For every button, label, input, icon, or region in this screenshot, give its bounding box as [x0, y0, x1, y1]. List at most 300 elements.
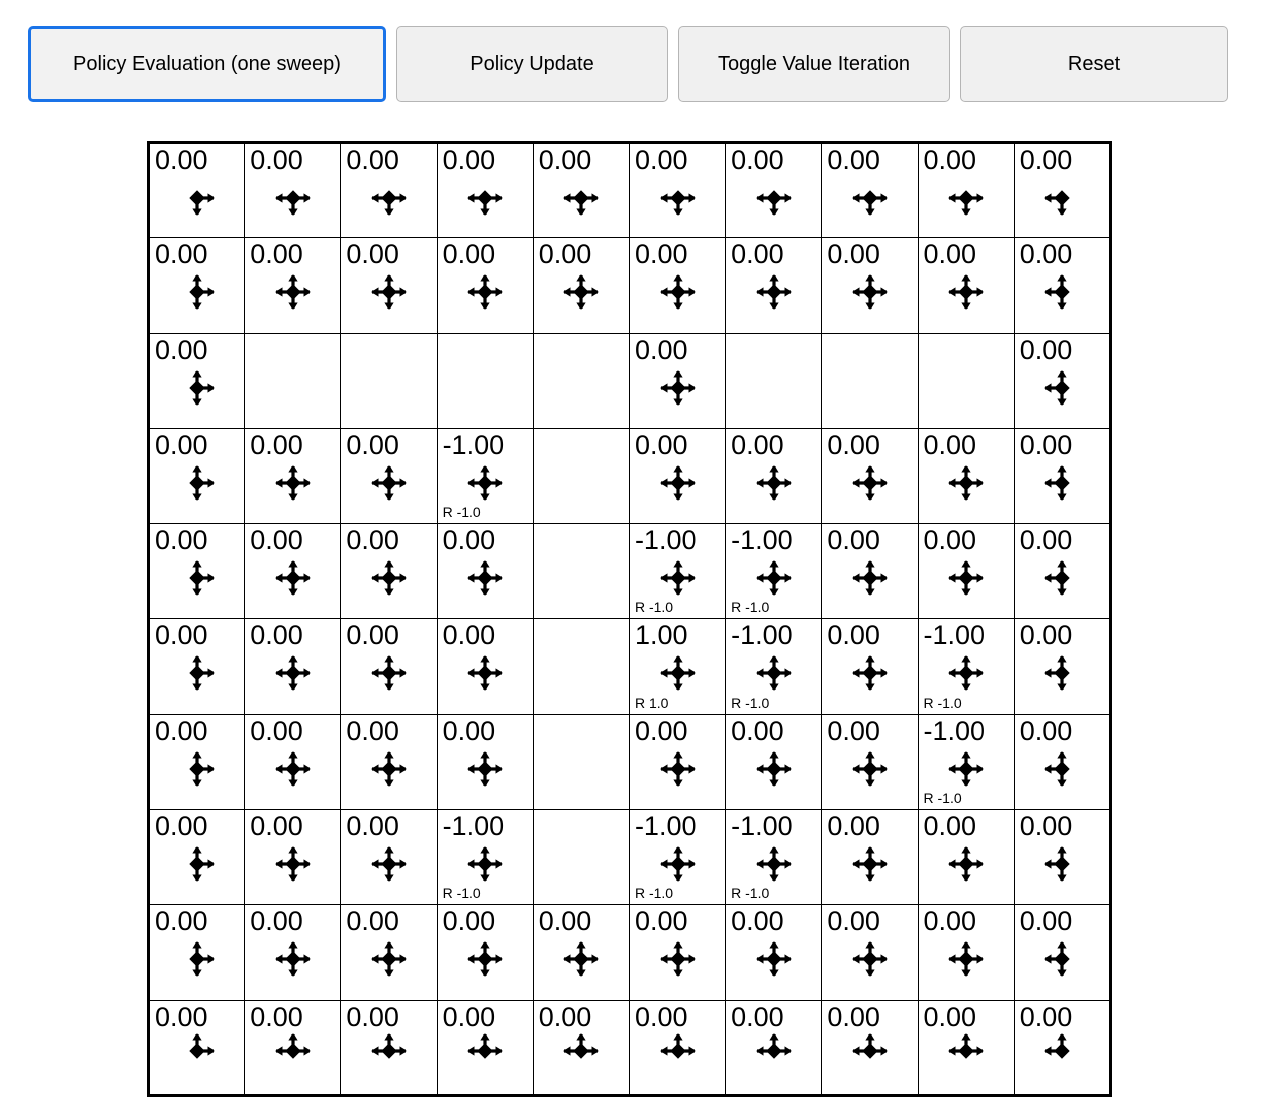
policy-arrows-icon	[1015, 554, 1109, 602]
grid-cell[interactable]	[1014, 333, 1110, 428]
grid-cell[interactable]	[149, 524, 245, 619]
policy-arrows-icon	[245, 459, 340, 507]
cell-value: 0.00	[731, 715, 784, 746]
policy-arrows-icon	[822, 649, 917, 697]
policy-arrows-icon	[1015, 840, 1109, 888]
policy-arrows-icon	[630, 174, 725, 222]
grid-cell[interactable]	[918, 143, 1014, 238]
grid-cell[interactable]	[341, 238, 437, 333]
grid-cell[interactable]	[629, 714, 725, 809]
policy-arrows-icon	[341, 1027, 436, 1075]
grid-cell[interactable]	[1014, 238, 1110, 333]
grid-cell[interactable]	[822, 810, 918, 905]
policy-arrows-icon	[438, 174, 533, 222]
cell-value: 0.00	[827, 811, 880, 842]
cell-value: 0.00	[538, 239, 592, 270]
cell-value: 1.00	[634, 620, 688, 651]
grid-cell[interactable]	[629, 619, 725, 714]
grid-cell[interactable]	[149, 905, 245, 1000]
policy-arrows-icon	[630, 268, 725, 316]
cell-value: 0.00	[634, 906, 688, 937]
cell-value: 0.00	[250, 1001, 303, 1032]
policy-arrows-icon	[341, 840, 436, 888]
cell-value: 0.00	[827, 715, 880, 746]
grid-cell[interactable]	[629, 143, 725, 238]
policy-arrows-icon	[630, 1027, 725, 1075]
policy-arrows-icon	[630, 459, 725, 507]
cell-reward-label: R -1.0	[634, 599, 674, 616]
policy-arrows-icon	[150, 174, 244, 222]
cell-value: 0.00	[538, 145, 592, 175]
policy-arrows-icon	[726, 268, 821, 316]
grid-cell[interactable]	[533, 905, 629, 1000]
cell-value: 0.00	[155, 145, 208, 175]
cell-value: 0.00	[827, 620, 880, 651]
grid-cell[interactable]	[918, 524, 1014, 619]
grid-cell-wall[interactable]	[533, 619, 629, 714]
cell-value: 0.00	[1019, 620, 1073, 651]
cell-value: 0.00	[731, 1001, 784, 1032]
cell-value: 0.00	[538, 906, 592, 937]
grid-cell[interactable]	[918, 810, 1014, 905]
grid-cell[interactable]	[726, 238, 822, 333]
cell-value: 0.00	[155, 906, 208, 937]
cell-value: 0.00	[250, 715, 303, 746]
grid-cell[interactable]	[629, 428, 725, 523]
policy-arrows-icon	[1015, 935, 1109, 983]
cell-value: 0.00	[442, 906, 496, 937]
policy-arrows-icon	[919, 268, 1014, 316]
cell-value: -1.00	[442, 811, 505, 842]
cell-value: -1.00	[634, 811, 697, 842]
grid-cell[interactable]	[341, 619, 437, 714]
grid-cell[interactable]	[245, 810, 341, 905]
grid-cell-wall[interactable]	[341, 333, 437, 428]
cell-value: 0.00	[155, 1001, 208, 1032]
grid-cell[interactable]	[245, 428, 341, 523]
grid-cell[interactable]	[629, 1000, 725, 1095]
policy-arrows-icon	[1015, 745, 1109, 793]
grid-cell[interactable]	[533, 1000, 629, 1095]
grid-cell-wall[interactable]	[726, 333, 822, 428]
cell-reward-label: R 1.0	[634, 694, 669, 711]
grid-cell[interactable]	[822, 143, 918, 238]
cell-value: 0.00	[1019, 525, 1073, 556]
policy-arrows-icon	[534, 174, 629, 222]
policy-arrows-icon	[438, 840, 533, 888]
grid-cell-wall[interactable]	[437, 333, 533, 428]
grid-cell-wall[interactable]	[533, 810, 629, 905]
grid-cell[interactable]	[437, 905, 533, 1000]
policy-arrows-icon	[630, 364, 725, 412]
policy-arrows-icon	[919, 459, 1014, 507]
cell-reward-label: R -1.0	[442, 504, 481, 521]
grid-cell[interactable]	[245, 143, 341, 238]
grid-row	[149, 143, 1111, 238]
policy-arrows-icon	[245, 554, 340, 602]
grid-cell[interactable]	[437, 714, 533, 809]
policy-arrows-icon	[1015, 268, 1109, 316]
policy-arrows-icon	[245, 649, 340, 697]
grid-cell[interactable]	[437, 238, 533, 333]
cell-value: 0.00	[250, 906, 303, 937]
cell-value: 0.00	[827, 1001, 880, 1032]
policy-arrows-icon	[150, 459, 244, 507]
cell-value: 0.00	[346, 429, 399, 460]
policy-arrows-icon	[438, 1027, 533, 1075]
grid-cell[interactable]	[629, 333, 725, 428]
cell-value: 0.00	[250, 239, 303, 270]
policy-arrows-icon	[341, 459, 436, 507]
grid-cell[interactable]	[437, 619, 533, 714]
cell-value: 0.00	[155, 239, 208, 270]
grid-cell[interactable]	[245, 238, 341, 333]
policy-arrows-icon	[245, 745, 340, 793]
grid-cell[interactable]	[1014, 714, 1110, 809]
cell-value: 0.00	[923, 145, 977, 175]
cell-value: 0.00	[634, 1001, 688, 1032]
grid-cell[interactable]	[437, 428, 533, 523]
grid-cell-wall[interactable]	[822, 333, 918, 428]
grid-row	[149, 333, 1111, 428]
grid-cell[interactable]	[629, 238, 725, 333]
cell-value: -1.00	[731, 525, 793, 556]
cell-reward-label: R -1.0	[923, 694, 962, 711]
grid-cell[interactable]	[726, 1000, 822, 1095]
policy-arrows-icon	[245, 1027, 340, 1075]
cell-value: 0.00	[442, 1001, 496, 1032]
cell-value: 0.00	[923, 239, 977, 270]
cell-value: 0.00	[155, 715, 208, 746]
cell-value: 0.00	[923, 525, 977, 556]
grid-cell[interactable]	[341, 428, 437, 523]
cell-value: 0.00	[442, 239, 496, 270]
policy-arrows-icon	[822, 268, 917, 316]
grid-cell[interactable]	[245, 905, 341, 1000]
policy-arrows-icon	[438, 268, 533, 316]
cell-value: 0.00	[1019, 334, 1073, 365]
policy-arrows-icon	[919, 745, 1014, 793]
grid-cell[interactable]	[245, 619, 341, 714]
cell-value: 0.00	[442, 715, 496, 746]
policy-update-button[interactable]: Policy Update	[396, 26, 668, 102]
policy-arrows-icon	[822, 554, 917, 602]
policy-arrows-icon	[245, 174, 340, 222]
cell-value: 0.00	[346, 525, 399, 556]
cell-value: 0.00	[346, 811, 399, 842]
policy-arrows-icon	[341, 649, 436, 697]
cell-value: 0.00	[827, 525, 880, 556]
grid-cell-wall[interactable]	[533, 333, 629, 428]
cell-value: 0.00	[250, 620, 303, 651]
policy-arrows-icon	[726, 459, 821, 507]
cell-reward-label: R -1.0	[442, 885, 481, 902]
grid-cell[interactable]	[149, 810, 245, 905]
policy-arrows-icon	[150, 935, 244, 983]
policy-arrows-icon	[438, 459, 533, 507]
grid-cell[interactable]	[149, 428, 245, 523]
grid-cell[interactable]	[822, 428, 918, 523]
policy-arrows-icon	[438, 745, 533, 793]
policy-arrows-icon	[726, 554, 821, 602]
policy-arrows-icon	[630, 935, 725, 983]
cell-value: 0.00	[1019, 811, 1073, 842]
cell-value: 0.00	[442, 145, 496, 175]
policy-arrows-icon	[150, 649, 244, 697]
policy-arrows-icon	[630, 554, 725, 602]
cell-value: 0.00	[923, 1001, 977, 1032]
grid-cell[interactable]	[629, 524, 725, 619]
cell-value: -1.00	[442, 429, 505, 460]
grid-row	[149, 714, 1111, 809]
cell-value: 0.00	[346, 145, 399, 175]
policy-arrows-icon	[1015, 174, 1109, 222]
cell-value: 0.00	[155, 334, 208, 365]
grid-row	[149, 428, 1111, 523]
grid-cell[interactable]	[918, 619, 1014, 714]
grid-cell-wall[interactable]	[533, 714, 629, 809]
policy-arrows-icon	[341, 745, 436, 793]
policy-arrows-icon	[919, 554, 1014, 602]
grid-cell-wall[interactable]	[533, 428, 629, 523]
grid-cell[interactable]	[918, 238, 1014, 333]
policy-arrows-icon	[150, 364, 244, 412]
grid-cell[interactable]	[149, 714, 245, 809]
grid-row	[149, 238, 1111, 333]
policy-arrows-icon	[1015, 649, 1109, 697]
grid-cell[interactable]	[341, 714, 437, 809]
cell-value: 0.00	[923, 906, 977, 937]
cell-value: 0.00	[1019, 1001, 1073, 1032]
grid-cell[interactable]	[533, 143, 629, 238]
grid-cell[interactable]	[341, 810, 437, 905]
grid-cell[interactable]	[629, 810, 725, 905]
cell-value: 0.00	[634, 145, 688, 175]
policy-arrows-icon	[534, 1027, 629, 1075]
grid-cell[interactable]	[149, 238, 245, 333]
policy-arrows-icon	[341, 554, 436, 602]
cell-value: 0.00	[250, 525, 303, 556]
policy-arrows-icon	[438, 554, 533, 602]
grid-cell[interactable]	[437, 1000, 533, 1095]
cell-value: 0.00	[442, 620, 496, 651]
grid-cell[interactable]	[918, 714, 1014, 809]
toolbar	[28, 26, 1228, 102]
grid-cell-wall[interactable]	[245, 333, 341, 428]
cell-value: 0.00	[155, 429, 208, 460]
grid-cell[interactable]	[822, 714, 918, 809]
grid-cell[interactable]	[149, 1000, 245, 1095]
grid-cell[interactable]	[1014, 1000, 1110, 1095]
gridworld-grid-container	[147, 141, 1112, 1097]
cell-value: 0.00	[827, 906, 880, 937]
cell-value: 0.00	[1019, 906, 1073, 937]
grid-cell[interactable]	[726, 619, 822, 714]
policy-arrows-icon	[341, 935, 436, 983]
grid-cell[interactable]	[341, 905, 437, 1000]
cell-value: 0.00	[442, 525, 496, 556]
policy-arrows-icon	[245, 935, 340, 983]
grid-cell[interactable]	[918, 1000, 1014, 1095]
policy-arrows-icon	[919, 1027, 1014, 1075]
cell-value: 0.00	[346, 620, 399, 651]
policy-evaluation-button[interactable]: Policy Evaluation (one sweep)	[28, 26, 386, 102]
grid-cell[interactable]	[1014, 619, 1110, 714]
grid-cell[interactable]	[726, 428, 822, 523]
policy-arrows-icon	[1015, 1027, 1109, 1075]
grid-cell[interactable]	[149, 333, 245, 428]
grid-row	[149, 810, 1111, 905]
grid-cell[interactable]	[245, 1000, 341, 1095]
grid-cell[interactable]	[726, 905, 822, 1000]
grid-cell[interactable]	[149, 143, 245, 238]
policy-arrows-icon	[822, 745, 917, 793]
cell-value: 0.00	[346, 1001, 399, 1032]
cell-value: 0.00	[250, 145, 303, 175]
cell-value: 0.00	[1019, 715, 1073, 746]
cell-reward-label: R -1.0	[731, 694, 770, 711]
policy-arrows-icon	[726, 649, 821, 697]
cell-value: 0.00	[346, 906, 399, 937]
cell-reward-label: R -1.0	[923, 790, 962, 807]
cell-value: 0.00	[1019, 239, 1073, 270]
cell-value: -1.00	[731, 620, 793, 651]
policy-arrows-icon	[919, 174, 1014, 222]
policy-arrows-icon	[919, 840, 1014, 888]
cell-value: 0.00	[155, 525, 208, 556]
grid-cell[interactable]	[726, 810, 822, 905]
grid-cell[interactable]	[245, 524, 341, 619]
policy-arrows-icon	[919, 649, 1014, 697]
grid-cell[interactable]	[341, 1000, 437, 1095]
cell-value: 0.00	[1019, 145, 1073, 175]
cell-value: 0.00	[538, 1001, 592, 1032]
toggle-value-iteration-button[interactable]: Toggle Value Iteration	[678, 26, 950, 102]
grid-cell[interactable]	[1014, 143, 1110, 238]
grid-cell[interactable]	[726, 143, 822, 238]
grid-row	[149, 524, 1111, 619]
policy-arrows-icon	[822, 840, 917, 888]
policy-arrows-icon	[150, 268, 244, 316]
cell-value: -1.00	[731, 811, 793, 842]
grid-cell[interactable]	[341, 143, 437, 238]
grid-row	[149, 619, 1111, 714]
policy-arrows-icon	[534, 268, 629, 316]
grid-cell[interactable]	[822, 619, 918, 714]
grid-cell[interactable]	[341, 524, 437, 619]
policy-arrows-icon	[1015, 459, 1109, 507]
grid-cell[interactable]	[822, 238, 918, 333]
cell-value: 0.00	[827, 429, 880, 460]
cell-reward-label: R -1.0	[634, 885, 674, 902]
policy-arrows-icon	[822, 935, 917, 983]
grid-cell[interactable]	[822, 1000, 918, 1095]
cell-value: 0.00	[250, 811, 303, 842]
policy-arrows-icon	[919, 935, 1014, 983]
cell-value: 0.00	[634, 334, 688, 365]
policy-arrows-icon	[438, 935, 533, 983]
policy-arrows-icon	[726, 840, 821, 888]
policy-arrows-icon	[822, 1027, 917, 1075]
cell-reward-label: R -1.0	[731, 885, 770, 902]
cell-value: 0.00	[731, 145, 784, 175]
policy-arrows-icon	[150, 745, 244, 793]
grid-cell[interactable]	[918, 428, 1014, 523]
grid-cell[interactable]	[533, 238, 629, 333]
cell-value: 0.00	[1019, 429, 1073, 460]
grid-cell[interactable]	[726, 714, 822, 809]
grid-cell[interactable]	[1014, 905, 1110, 1000]
cell-value: 0.00	[250, 429, 303, 460]
policy-arrows-icon	[726, 935, 821, 983]
policy-arrows-icon	[534, 935, 629, 983]
grid-cell[interactable]	[726, 524, 822, 619]
cell-value: -1.00	[923, 620, 986, 651]
cell-value: 0.00	[923, 429, 977, 460]
cell-value: 0.00	[731, 239, 784, 270]
policy-arrows-icon	[726, 174, 821, 222]
cell-value: 0.00	[634, 429, 688, 460]
grid-cell[interactable]	[822, 905, 918, 1000]
cell-value: 0.00	[634, 239, 688, 270]
grid-cell-wall[interactable]	[533, 524, 629, 619]
policy-arrows-icon	[630, 840, 725, 888]
policy-arrows-icon	[245, 268, 340, 316]
grid-cell[interactable]	[245, 714, 341, 809]
grid-cell[interactable]	[437, 143, 533, 238]
grid-row	[149, 905, 1111, 1000]
grid-cell-wall[interactable]	[918, 333, 1014, 428]
reset-button[interactable]: Reset	[960, 26, 1228, 102]
policy-arrows-icon	[150, 1027, 244, 1075]
policy-arrows-icon	[150, 554, 244, 602]
grid-cell[interactable]	[822, 524, 918, 619]
grid-cell[interactable]	[437, 810, 533, 905]
cell-value: -1.00	[634, 525, 697, 556]
grid-row	[149, 1000, 1111, 1095]
cell-value: 0.00	[155, 620, 208, 651]
cell-value: 0.00	[923, 811, 977, 842]
cell-value: 0.00	[346, 239, 399, 270]
cell-value: 0.00	[731, 906, 784, 937]
policy-arrows-icon	[1015, 364, 1109, 412]
cell-value: 0.00	[827, 145, 880, 175]
cell-value: 0.00	[731, 429, 784, 460]
policy-arrows-icon	[630, 649, 725, 697]
policy-arrows-icon	[726, 1027, 821, 1075]
grid-cell[interactable]	[437, 524, 533, 619]
policy-arrows-icon	[341, 268, 436, 316]
grid-cell[interactable]	[629, 905, 725, 1000]
grid-cell[interactable]	[149, 619, 245, 714]
policy-arrows-icon	[438, 649, 533, 697]
grid-cell[interactable]	[918, 905, 1014, 1000]
policy-arrows-icon	[245, 840, 340, 888]
policy-arrows-icon	[822, 459, 917, 507]
cell-value: 0.00	[634, 715, 688, 746]
gridworld-grid	[147, 141, 1112, 1097]
cell-reward-label: R -1.0	[731, 599, 770, 616]
grid-cell[interactable]	[1014, 524, 1110, 619]
cell-value: -1.00	[923, 715, 986, 746]
policy-arrows-icon	[150, 840, 244, 888]
grid-cell[interactable]	[1014, 428, 1110, 523]
policy-arrows-icon	[726, 745, 821, 793]
grid-cell[interactable]	[1014, 810, 1110, 905]
cell-value: 0.00	[827, 239, 880, 270]
cell-value: 0.00	[155, 811, 208, 842]
policy-arrows-icon	[630, 745, 725, 793]
